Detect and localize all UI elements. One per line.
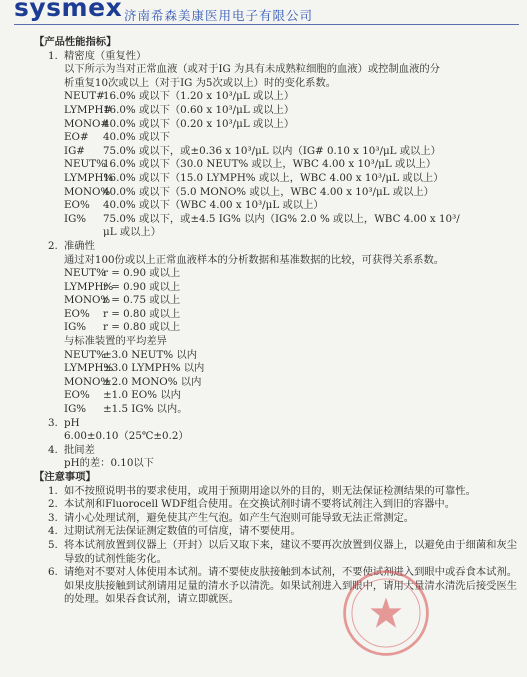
precaution-note bbox=[43, 512, 519, 526]
precision-row bbox=[43, 131, 519, 145]
row-key: LYMPH% bbox=[64, 362, 114, 375]
item-title: 精密度（重复性） bbox=[64, 49, 147, 62]
row-value: r = 0.80 或以上 bbox=[103, 321, 181, 334]
note-number: 1. bbox=[48, 484, 58, 497]
row-key: LYMPH% bbox=[64, 171, 114, 184]
mean-difference-rows bbox=[43, 349, 519, 417]
mean-difference-row bbox=[43, 403, 519, 417]
accuracy-row bbox=[43, 267, 519, 281]
row-value: 40.0% 或以下 bbox=[103, 131, 170, 144]
mean-difference-row bbox=[43, 362, 519, 376]
row-value: r = 0.90 或以上 bbox=[103, 267, 181, 280]
precision-row bbox=[43, 145, 519, 159]
precaution-note bbox=[43, 566, 519, 607]
note-number: 4. bbox=[48, 525, 58, 538]
item-number: 4. bbox=[48, 443, 58, 456]
row-key: EO% bbox=[64, 389, 90, 402]
item-number: 3. bbox=[48, 416, 58, 429]
precision-row-continuation bbox=[43, 226, 519, 240]
row-key: IG# bbox=[64, 144, 85, 157]
item-accuracy-title bbox=[43, 240, 519, 254]
note-text: 将本试剂放置到仪器上（开封）以后又取下来，建议不要再次放置到仪器上，以避免由于细菌和灰尘导致的试剂性能劣化。 bbox=[64, 538, 518, 565]
row-value: μL 或以上） bbox=[103, 226, 161, 239]
item-batch-title bbox=[43, 444, 519, 458]
precision-row bbox=[43, 213, 519, 227]
row-key: MONO# bbox=[64, 117, 110, 130]
mean-difference-row bbox=[43, 349, 519, 363]
row-key: NEUT% bbox=[64, 158, 106, 171]
row-value: r = 0.80 或以上 bbox=[103, 307, 181, 320]
item-number: 2. bbox=[48, 239, 58, 252]
row-key: EO% bbox=[64, 199, 90, 212]
item-number: 1. bbox=[48, 49, 58, 62]
row-key: LYMPH# bbox=[64, 103, 113, 116]
accuracy-row bbox=[43, 308, 519, 322]
precision-intro-line-2: 析重复10次或以上（对于IG 为5次或以上）时的变化系数。 bbox=[64, 76, 337, 89]
precision-rows bbox=[43, 90, 519, 226]
item-title: 准确性 bbox=[64, 239, 95, 252]
note-number: 5. bbox=[48, 538, 58, 551]
mean-difference-row bbox=[43, 376, 519, 390]
note-number: 3. bbox=[48, 511, 58, 524]
batch-value: pH的差：0.10以下 bbox=[64, 457, 154, 470]
sysmex-logo: sysmex bbox=[14, 0, 123, 22]
row-key: IG% bbox=[64, 212, 87, 225]
accuracy-subtitle: 与标准装置的平均差异 bbox=[64, 335, 167, 348]
precaution-note bbox=[43, 498, 519, 512]
row-value: 16.0% 或以下（1.20 x 10³/μL 或以上） bbox=[103, 90, 295, 103]
note-text: 请小心处理试剂，避免使其产生气泡。如产生气泡则可能导致无法正常测定。 bbox=[64, 511, 415, 524]
row-value: 40.0% 或以下（0.20 x 10³/μL 或以上） bbox=[103, 117, 295, 130]
precaution-note bbox=[43, 539, 519, 566]
row-key: EO% bbox=[64, 307, 90, 320]
row-key: LYMPH% bbox=[64, 280, 114, 293]
row-key: EO# bbox=[64, 131, 89, 144]
precision-intro-line-1: 以下所示为当对正常血液（或对于IG 为具有未成熟粒细胞的血液）或控制血液的分 bbox=[64, 63, 440, 76]
note-text: 请绝对不要对人体使用本试剂。请不要使皮肤接触到本试剂，不要使试剂进入到眼中或吞食本试剂。如果皮肤接触到试剂请用足量的清水予以清洗。如果试剂进入到眼中，请用大量清水清洗后接受医生的处理。如果吞食试剂，请立即就医。 bbox=[64, 566, 518, 606]
row-key: IG% bbox=[64, 403, 87, 416]
header-divider bbox=[14, 24, 519, 25]
precision-row bbox=[43, 104, 519, 118]
accuracy-row bbox=[43, 321, 519, 335]
row-value: 16.0% 或以下（30.0 NEUT% 或以上，WBC 4.00 x 10³/μL 或以上） bbox=[103, 158, 437, 171]
row-value: 16.0% 或以下（0.60 x 10³/μL 或以上） bbox=[103, 103, 295, 116]
row-key: NEUT% bbox=[64, 267, 106, 280]
accuracy-row bbox=[43, 281, 519, 295]
row-value: ±1.5 IG% 以内。 bbox=[103, 403, 188, 416]
row-key: NEUT# bbox=[64, 90, 105, 103]
precaution-note bbox=[43, 525, 519, 539]
accuracy-intro: 通过对100份或以上正常血液样本的分析数据和基准数据的比较，可获得关系系数。 bbox=[64, 253, 445, 266]
precision-row bbox=[43, 172, 519, 186]
item-title: 批间差 bbox=[64, 443, 95, 456]
row-value: r = 0.75 或以上 bbox=[103, 294, 181, 307]
row-value: ±3.0 NEUT% 以内 bbox=[103, 348, 197, 361]
item-ph-title bbox=[43, 417, 519, 431]
note-number: 2. bbox=[48, 498, 58, 511]
row-key: IG% bbox=[64, 321, 87, 334]
row-value: 75.0% 或以下，或±4.5 IG% 以内（IG% 2.0 % 或以上，WBC 4.00 x 10³/ bbox=[103, 212, 460, 225]
document-body bbox=[34, 36, 519, 607]
section-title-performance: 【产品性能指标】 bbox=[34, 36, 117, 48]
item-precision-title bbox=[43, 50, 519, 64]
company-name: 济南希森美康医用电子有限公司 bbox=[124, 8, 314, 23]
row-value: 75.0% 或以下，或±0.36 x 10³/μL 以内（IG# 0.10 x 10³/μL 或以上） bbox=[103, 144, 441, 157]
precision-row bbox=[43, 186, 519, 200]
note-text: 本试剂和Fluorocell WDF组合使用。在交换试剂时请不要将试剂注入到旧的容器中。 bbox=[64, 498, 455, 511]
row-value: 16.0% 或以下（15.0 LYMPH% 或以上，WBC 4.00 x 10³/μL 或以上） bbox=[103, 171, 444, 184]
row-value: ±1.0 EO% 以内 bbox=[103, 389, 181, 402]
precaution-note bbox=[43, 485, 519, 499]
precaution-notes bbox=[43, 485, 519, 607]
row-value: ±2.0 MONO% 以内 bbox=[103, 375, 202, 388]
precision-row bbox=[43, 90, 519, 104]
note-text: 过期试剂无法保证测定数值的可信度，请不要使用。 bbox=[64, 525, 301, 538]
page-header bbox=[0, 0, 527, 26]
mean-difference-row bbox=[43, 389, 519, 403]
row-value: 40.0% 或以下（WBC 4.00 x 10³/μL 或以上） bbox=[103, 199, 324, 212]
note-text: 如不按照说明书的要求使用，或用于预期用途以外的目的，则无法保证检测结果的可靠性。 bbox=[64, 484, 476, 497]
ph-value: 6.00±0.10（25℃±0.2） bbox=[64, 430, 189, 443]
row-value: ±3.0 LYMPH% 以内 bbox=[103, 362, 205, 375]
row-key: MONO% bbox=[64, 185, 111, 198]
row-key: MONO% bbox=[64, 294, 111, 307]
section-title-precautions: 【注意事项】 bbox=[34, 471, 96, 483]
row-value: r = 0.90 或以上 bbox=[103, 280, 181, 293]
row-key: MONO% bbox=[64, 375, 111, 388]
accuracy-rows bbox=[43, 267, 519, 335]
precision-row bbox=[43, 158, 519, 172]
accuracy-row bbox=[43, 294, 519, 308]
item-title: pH bbox=[64, 416, 80, 429]
precision-row bbox=[43, 118, 519, 132]
row-value: 40.0% 或以下（5.0 MONO% 或以上，WBC 4.00 x 10³/μL 或以上） bbox=[103, 185, 434, 198]
note-number: 6. bbox=[48, 566, 58, 579]
row-key: NEUT% bbox=[64, 348, 106, 361]
precision-row bbox=[43, 199, 519, 213]
